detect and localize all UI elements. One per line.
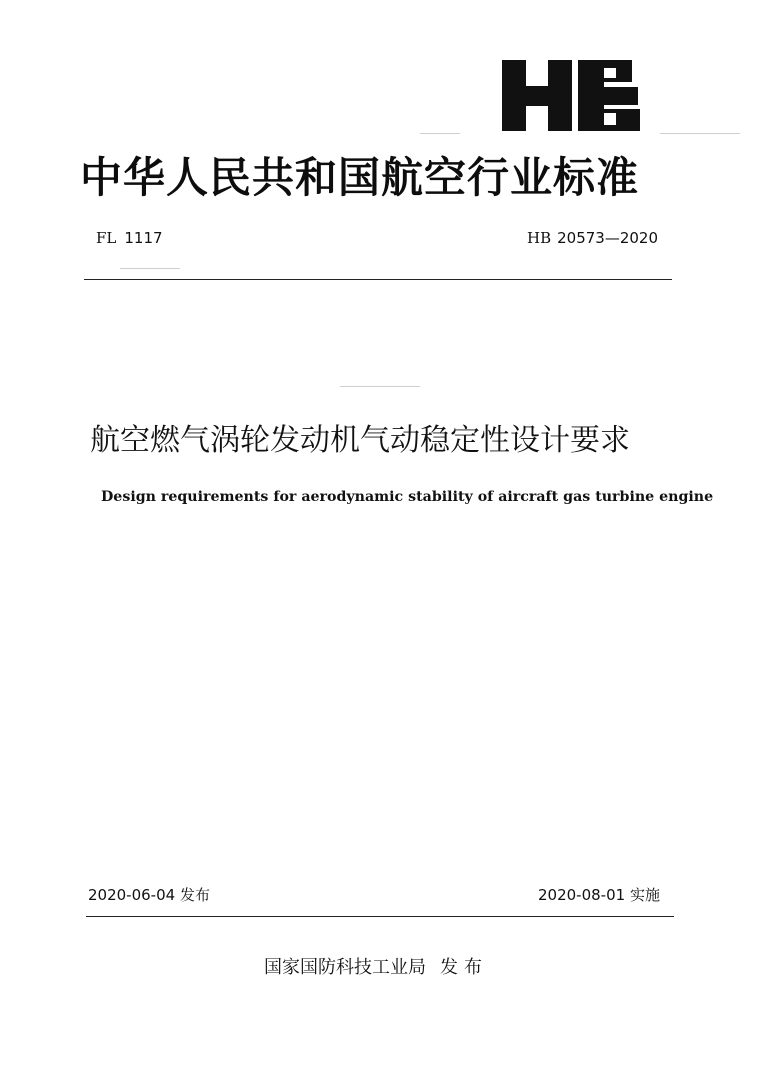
scan-speck <box>120 268 180 269</box>
hb-logo-graphic <box>500 58 642 133</box>
issuer-issue-word: 发布 <box>440 957 488 978</box>
header-divider <box>84 279 672 280</box>
footer-divider <box>86 916 674 917</box>
standard-number <box>527 229 658 247</box>
classification-label: FL <box>96 229 117 247</box>
document-title-chinese: 航空燃气涡轮发动机气动稳定性设计要求 <box>90 423 630 458</box>
hb-logo <box>500 58 642 133</box>
scan-speck <box>340 386 420 387</box>
scan-speck <box>420 133 460 134</box>
document-title-english: Design requirements for aerodynamic stability of aircraft gas turbine engine <box>101 489 714 505</box>
issue-date: 2020-06-04 发布 <box>88 886 210 904</box>
implementation-date: 2020-08-01 实施 <box>538 886 660 904</box>
classification-code <box>96 229 163 247</box>
issuing-authority <box>264 953 488 979</box>
classification-number: 1117 <box>124 229 163 247</box>
standard-category-title: 中华人民共和国航空行业标准 <box>80 153 640 202</box>
issuer-name: 国家国防科技工业局 <box>264 957 426 978</box>
standard-prefix: HB <box>527 229 552 247</box>
standard-number-value: 20573—2020 <box>557 229 659 247</box>
scan-speck <box>660 133 740 134</box>
